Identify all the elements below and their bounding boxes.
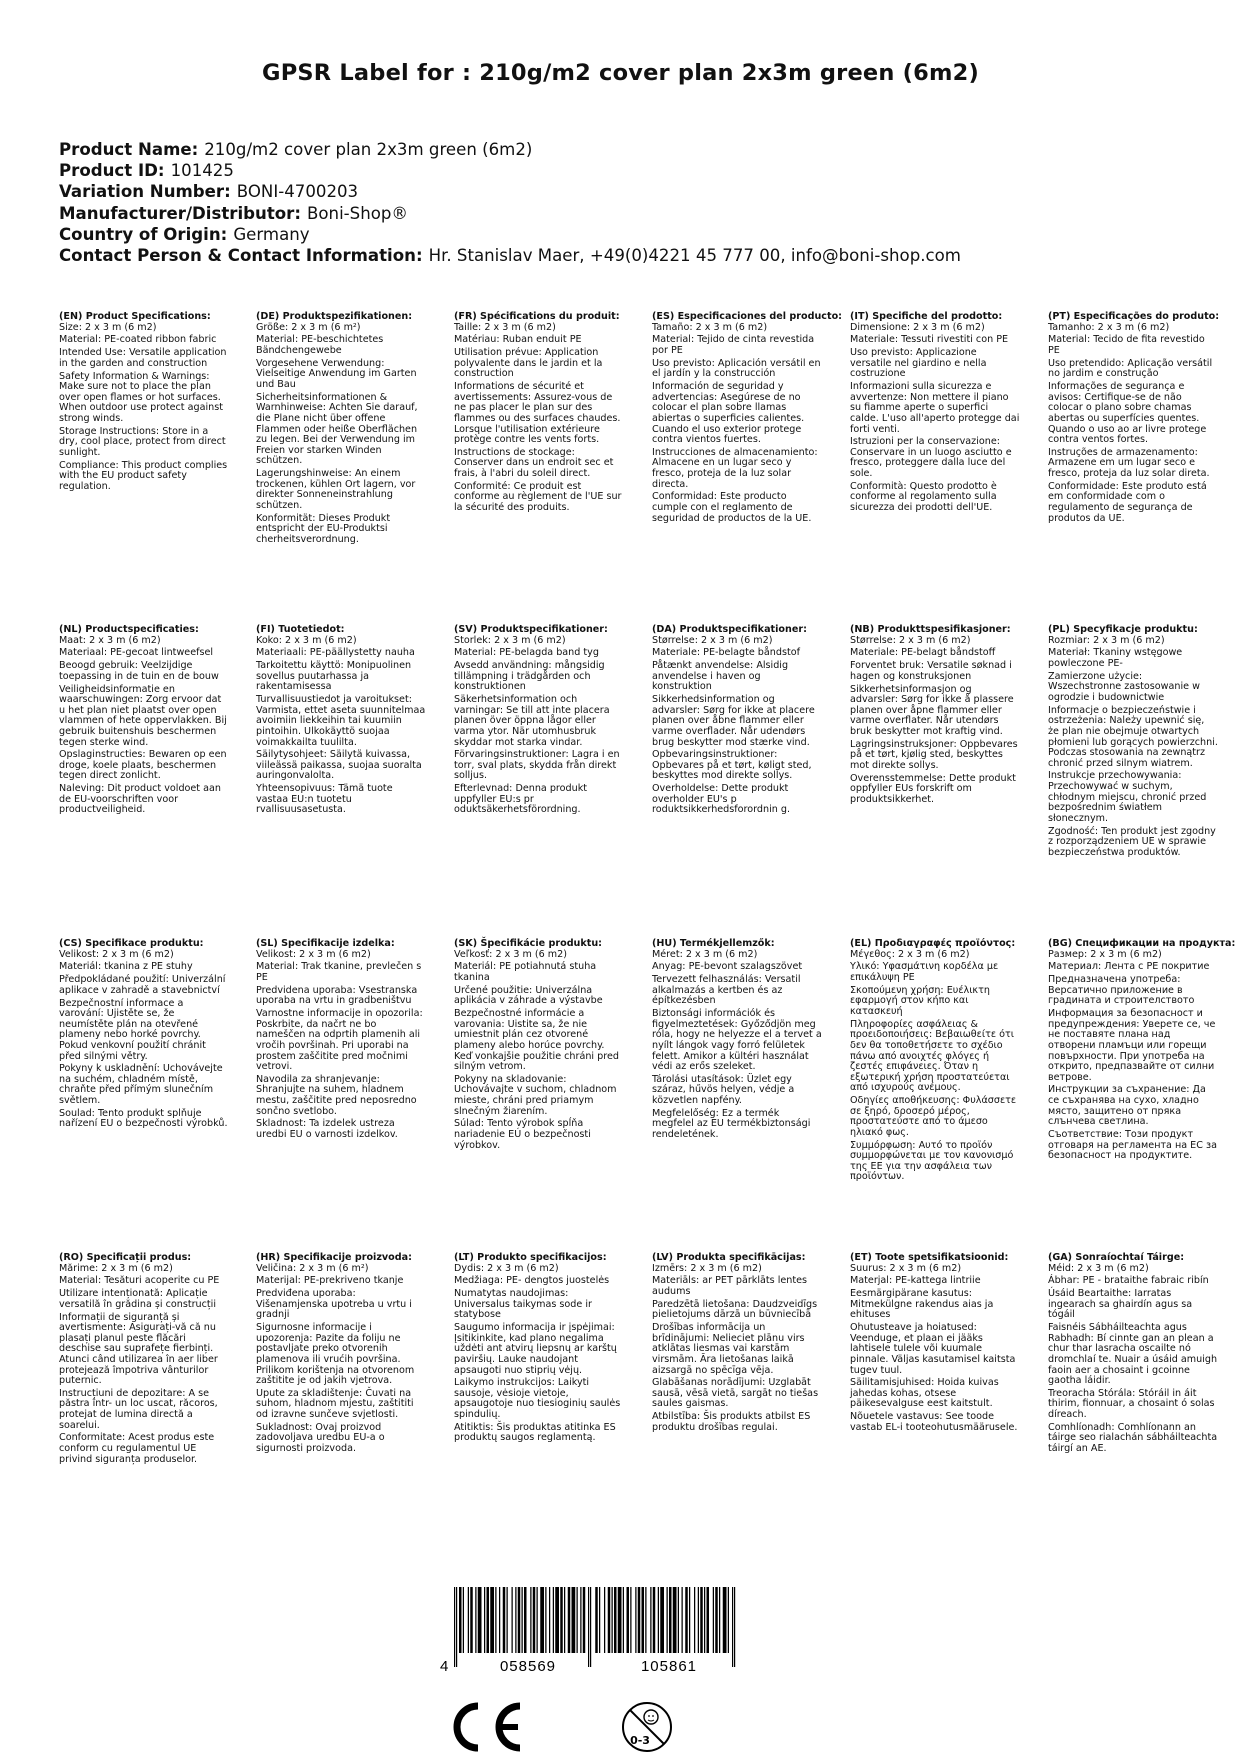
spec-line: Zamierzone użycie: Wszechstronne zastosowanie w ogrodzie i budownictwie xyxy=(1048,670,1200,703)
spec-line: Material: Tecido de fita revestido PE xyxy=(1048,334,1205,356)
barcode-bar xyxy=(553,1587,554,1653)
spec-line: Úsáid Beartaithe: Iarratas ingearach sa ghairdín agus sa tógáil xyxy=(1048,1288,1193,1321)
spec-cell xyxy=(652,939,822,1143)
spec-line: Instrukcje przechowywania: Przechowywać w suchym, chłodnym miejscu, chronić przed bezpośrednim światłem słonecznym. xyxy=(1048,770,1207,824)
barcode-bar xyxy=(704,1587,705,1653)
spec-line: Säkerhetsinformation och varningar: Se till att inte placera planen över öppna lågor eller varma ytor. När utomhusbruk skyddar mot starka vindar. xyxy=(454,694,610,748)
spec-line: Medžiaga: PE- dengtos juostelės xyxy=(454,1275,610,1287)
spec-line: Glabāšanas norādījumi: Uzglabāt sausā, vēsā vietā, sargāt no tiešas saules gaismas. xyxy=(652,1377,819,1410)
spec-line: Biztonsági információk és figyelmeztetések: Győződjön meg róla, hogy ne helyezze el a tervet a nyílt lángok vagy forró felületek felett. Amikor a kültéri használat védi az erős szeleket. xyxy=(652,1008,822,1073)
spec-heading: (CS) Specifikace produktu: xyxy=(59,938,204,949)
barcode-bar xyxy=(468,1587,469,1653)
spec-line: Soulad: Tento produkt splňuje nařízení EU o bezpečnosti výrobků. xyxy=(59,1107,228,1130)
spec-line: Overensstemmelse: Dette produkt oppfyller EUs forskrift om produktsikkerhet. xyxy=(850,772,1016,805)
spec-line: Safety Information & Warnings: Make sure not to place the plan over open flames or hot surfaces. When outdoor use protect against strong winds. xyxy=(59,370,223,424)
spec-line: Μέγεθος: 2 x 3 m (6 m2) xyxy=(850,948,970,960)
spec-line: Storage Instructions: Store in a dry, cool place, protect from direct sunlight. xyxy=(59,425,226,458)
barcode-bar xyxy=(653,1587,656,1653)
barcode-guard-bar xyxy=(734,1587,735,1667)
barcode-bar xyxy=(604,1587,605,1653)
info-contact: Contact Person & Contact Information: Hr. Stanislav Maer, +49(0)4221 45 777 00, info@boni-shop.com xyxy=(59,246,961,266)
barcode-bar xyxy=(515,1587,516,1653)
barcode-bar xyxy=(669,1587,672,1653)
spec-line: Información de seguridad y advertencias: Asegúrese de no colocar el plan sobre llamas abiertas o superficies calientes. Cuando el uso exterior protege contra vientos fuertes. xyxy=(652,381,805,446)
barcode-bar xyxy=(530,1587,531,1653)
spec-line: Istruzioni per la conservazione: Conservare in un luogo asciutto e fresco, proteggere dalla luce del sole. xyxy=(850,436,1012,480)
spec-line: Konformität: Dieses Produkt entspricht der EU-Produktsi cherheitsverordnung. xyxy=(256,512,391,545)
barcode-bar xyxy=(694,1587,695,1653)
barcode-bar xyxy=(487,1587,490,1653)
barcode-bar xyxy=(577,1587,578,1653)
barcode-digits-left: 058569 xyxy=(499,1658,557,1675)
page-title: GPSR Label for : 210g/m2 cover plan 2x3m green (6m2) xyxy=(262,60,979,86)
spec-heading: (DA) Produktspecifikationer: xyxy=(652,624,807,635)
spec-heading: (ET) Toote spetsifikatsioonid: xyxy=(850,1252,1009,1263)
spec-line: Säilitamisjuhised: Hoida kuivas jahedas kohas, otsese päikesevalguse eest kaitstult. xyxy=(850,1377,999,1410)
barcode-bar xyxy=(698,1587,699,1653)
spec-line: Paredzētā lietošana: Daudzveidīgs pielietojums dārzā un būvniecībā xyxy=(652,1298,818,1321)
spec-heading: (SV) Produktspecifikationer: xyxy=(454,624,608,635)
barcode-bar xyxy=(470,1587,473,1653)
spec-line: Materiál: tkanina z PE stuhy xyxy=(59,961,193,973)
barcode-bar xyxy=(599,1587,600,1653)
barcode-guard-bar xyxy=(456,1587,457,1667)
barcode-guard-bar xyxy=(590,1587,591,1667)
spec-cell xyxy=(454,312,624,516)
spec-cell xyxy=(850,625,1020,808)
spec-line: Materiale: PE-belagt båndstoff xyxy=(850,647,996,659)
no-children-0-3-icon xyxy=(623,1703,671,1751)
info-product-id: Product ID: 101425 xyxy=(59,161,234,181)
spec-line: Instrucțiuni de depozitare: A se păstra într- un loc uscat, răcoros, protejat de lumina directă a soarelui. xyxy=(59,1387,218,1431)
spec-line: Overholdelse: Dette produkt overholder EU's p roduktsikkerhedsforordnin g. xyxy=(652,783,791,816)
age-range-label: 0-3 xyxy=(630,1734,650,1747)
barcode-digits-right: 105861 xyxy=(640,1658,698,1675)
barcode-bar xyxy=(682,1587,683,1653)
spec-line: Tarkoitettu käyttö: Monipuolinen sovellus puutarhassa ja rakentamisessa xyxy=(256,660,412,693)
barcode-bar xyxy=(555,1587,559,1653)
spec-line: Bezpečnostné informácie a varovania: Uistite sa, že nie umiestnit plán cez otvorené plameny alebo horúce povrchy. Keď vonkajšie použitie chráni pred silným vetrom. xyxy=(454,1008,619,1073)
spec-line: Materiale: PE-belagte båndstof xyxy=(652,647,800,659)
barcode-bar xyxy=(512,1587,513,1653)
barcode-bar xyxy=(700,1587,703,1653)
barcode-bar xyxy=(595,1587,598,1653)
spec-heading: (DE) Produktspezifikationen: xyxy=(256,311,413,322)
spec-line: Σκοπούμενη χρήση: Ευέλικτη εφαρμογή στον κήπο και κατασκευή xyxy=(850,984,990,1017)
spec-line: Lagerungshinweise: An einem trockenen, kühlen Ort lagern, vor direkter Sonneneinstrahlung schützen. xyxy=(256,468,416,511)
spec-line: Saugumo informacija ir įspėjimai: Įsitikinkite, kad plano negalima uždėti ant atvirų liepsnų ar karštų paviršių. Lauke naudojant apsaugoti nuo stiprių vėjų. xyxy=(454,1322,617,1376)
spec-line: Uso previsto: Aplicación versátil en el jardín y la construcción xyxy=(652,357,821,380)
spec-heading: (HR) Specifikacije proizvoda: xyxy=(256,1252,412,1263)
barcode-bar xyxy=(484,1587,485,1653)
spec-line: Instructions de stockage: Conserver dans un endroit sec et frais, à l'abri du soleil direct. xyxy=(454,446,614,480)
spec-line: Vorgesehene Verwendung: Vielseitige Anwendung im Garten und Bau xyxy=(256,357,417,390)
spec-line: Nõuetele vastavus: See toode vastab EL-i tooteohutusmäärusele. xyxy=(850,1411,1018,1433)
spec-line: Opslaginstructies: Bewaren op een droge, koele plaats, beschermen tegen direct zonlicht. xyxy=(59,749,227,782)
spec-line: Συμμόρφωση: Αυτό το προϊόν συμμορφώνεται με τον κανονισμό της ΕΕ για την ασφάλεια των προϊόντων. xyxy=(850,1139,1014,1183)
spec-line: Pokyny k uskladnění: Uchovávejte na suchém, chladném místě, chraňte před přímým slunečním světlem. xyxy=(59,1063,223,1107)
spec-heading: (NL) Productspecificaties: xyxy=(59,624,199,635)
spec-line: Οδηγίες αποθήκευσης: Φυλάσσετε σε ξηρό, δροσερό μέρος, προστατεύστε από το άμεσο ηλιακό φως. xyxy=(850,1095,1017,1138)
barcode-bar xyxy=(572,1587,576,1653)
spec-line: Предназначена употреба: Версатично приложение в градината и строителството xyxy=(1048,974,1195,1007)
barcode-bar xyxy=(667,1587,668,1653)
spec-line: Utilizare intenționată: Aplicație versatilă în grădina și construcții xyxy=(59,1288,216,1310)
barcode-bar xyxy=(490,1587,494,1653)
spec-heading: (NB) Produkttspesifikasjoner: xyxy=(850,624,1011,635)
spec-line: Anyag: PE-bevont szalagszövet xyxy=(652,961,803,973)
barcode-bar xyxy=(478,1587,482,1653)
spec-line: Yhteensopivuus: Tämä tuote vastaa EU:n tuotetu rvallisuusasetusta. xyxy=(256,783,393,816)
spec-cell xyxy=(454,625,624,818)
spec-cell xyxy=(59,1253,229,1467)
barcode-guard-bar xyxy=(732,1587,733,1667)
spec-line: Lagringsinstruksjoner: Oppbevares på et tørt, kjølig sted, beskyttes mot direkte sollys. xyxy=(850,738,1018,771)
spec-heading: (RO) Specificații produs: xyxy=(59,1252,192,1263)
spec-line: Uso previsto: Applicazione versatile nel giardino e nella costruzione xyxy=(850,347,987,380)
barcode-bar xyxy=(645,1587,646,1653)
spec-line: Predvidena uporaba: Vsestranska uporaba na vrtu in gradbeništvu xyxy=(256,984,418,1007)
spec-line: Uso pretendido: Aplicação versátil no jardim e construção xyxy=(1048,357,1213,380)
spec-cell xyxy=(652,311,843,526)
barcode-bar xyxy=(673,1587,677,1653)
barcode-bar xyxy=(540,1587,544,1653)
spec-heading: (SK) Špecifikácie produktu: xyxy=(454,938,603,949)
barcode-bar xyxy=(713,1587,714,1653)
spec-line: Инструкции за съхранение: Да се съхранява на сухо, хладно място, защитено от пряка слънчева светлина. xyxy=(1048,1084,1206,1128)
barcode-bar xyxy=(612,1587,613,1653)
barcode-bar xyxy=(689,1587,690,1653)
info-product-name: Product Name: 210g/m2 cover plan 2x3m green (6m2) xyxy=(59,140,533,159)
spec-line: Materijal: PE-prekriveno tkanje xyxy=(256,1275,404,1287)
barcode-bar xyxy=(507,1587,508,1653)
spec-cell xyxy=(652,625,822,818)
spec-line: Informazioni sulla sicurezza e avvertenze: Non mettere il piano su fiamme aperte o superfici calde. L'uso all'aperto protegge dai forti venti. xyxy=(850,381,1020,435)
barcode-bar xyxy=(564,1587,565,1653)
spec-line: Avsedd användning: mångsidig tillämpning i trädgården och konstruktionen xyxy=(454,660,605,693)
barcode-bar xyxy=(608,1587,611,1653)
barcode-bar xyxy=(719,1587,720,1653)
spec-line: Materiaal: PE-gecoat lintweefsel xyxy=(59,647,214,659)
spec-line: Информация за безопасност и предупреждения: Уверете се, че не поставяте плана над отворени пламъци или горещи повърхности. При употреба на открито, предпазвайте от силни ветрове. xyxy=(1048,1008,1216,1083)
barcode-bar xyxy=(533,1587,536,1653)
spec-line: Materiāls: ar PET pārklāts lentes audums xyxy=(652,1275,808,1297)
spec-cell xyxy=(1048,1253,1218,1457)
barcode-bar xyxy=(715,1587,718,1653)
spec-line: Material: PE-belagda band tyg xyxy=(454,647,599,659)
spec-line: Tamaño: 2 x 3 m (6 m2) xyxy=(652,321,768,333)
spec-line: Veľkosť: 2 x 3 m (6 m2) xyxy=(454,948,567,960)
spec-line: Naleving: Dit product voldoet aan de EU-voorschriften voor productveiligheid. xyxy=(59,783,221,816)
spec-line: Materjal: PE-kattega lintriie xyxy=(850,1275,981,1287)
spec-line: Laikymo instrukcijos: Laikyti sausoje, vėsioje vietoje, apsaugotoje nuo tiesioginių saulės spindulių. xyxy=(454,1377,621,1421)
barcode-bar xyxy=(728,1587,729,1653)
spec-line: Comhlíonadh: Comhlíonann an táirge seo rialachán sábháilteachta táirgí an AE. xyxy=(1048,1421,1218,1455)
barcode-bar xyxy=(549,1587,550,1653)
spec-line: Atbilstība: Šis produkts atbilst ES produktu drošības regulai. xyxy=(652,1411,811,1433)
spec-line: Bezpečnostní informace a varování: Ujistěte se, že neumístěte plán na otevřené plameny nebo horké povrchy. Pokud venkovní použití chránit před silnými větry. xyxy=(59,997,206,1062)
spec-heading: (IT) Specifiche del prodotto: xyxy=(850,311,1003,322)
spec-cell xyxy=(59,312,229,495)
spec-cell xyxy=(256,625,426,818)
spec-line: Pokyny na skladovanie: Uchovávajte v suchom, chladnom mieste, chráni pred priamym slnečným žiarením. xyxy=(454,1073,617,1117)
spec-cell xyxy=(256,1253,426,1457)
spec-line: Veličina: 2 x 3 m (6 m²) xyxy=(256,1262,369,1274)
barcode-bar xyxy=(580,1587,581,1653)
spec-cell xyxy=(256,939,426,1143)
spec-line: Megfelelőség: Ez a termék megfelel az EU termékbiztonsági rendeletének. xyxy=(652,1107,811,1141)
spec-line: Matériau: Ruban enduit PE xyxy=(454,334,582,346)
spec-line: Rozmiar: 2 x 3 m (6 m2) xyxy=(1048,634,1165,646)
spec-line: Predviđena uporaba: Višenamjenska upotreba u vrtu i gradnji xyxy=(256,1288,412,1321)
spec-line: Navodila za shranjevanje: Shranjujte na suhem, hladnem mestu, zaščitite pred neposredno sončno svetlobo. xyxy=(256,1073,417,1117)
spec-heading: (SL) Specifikacije izdelka: xyxy=(256,938,395,949)
compliance-marks xyxy=(450,1700,700,1754)
spec-heading: (GA) Sonraíochtaí Táirge: xyxy=(1048,1252,1185,1263)
spec-line: Size: 2 x 3 m (6 m2) xyxy=(59,321,157,333)
barcode-bar xyxy=(503,1587,506,1653)
spec-line: Instruções de armazenamento: Armazene em um lugar seco e fresco, proteja da luz solar direta. xyxy=(1048,446,1210,480)
barcode-bars xyxy=(454,1587,735,1667)
spec-cell xyxy=(454,1253,624,1446)
spec-line: Υλικό: Υφασμάτινη κορδέλα με επικάλυψη PE xyxy=(850,961,999,983)
spec-line: Atitiktis: Šis produktas atitinka ES produktų saugos reglamentą. xyxy=(454,1421,616,1444)
spec-line: Størrelse: 2 x 3 m (6 m2) xyxy=(850,634,971,646)
spec-line: Veiligheidsinformatie en waarschuwingen: Zorg ervoor dat u het plan niet plaatst over open vlammen of hete oppervlakken. Bij gebruik buitenshuis beschermen tegen sterke wind. xyxy=(59,683,227,748)
barcode-guard-bar xyxy=(588,1587,589,1667)
spec-line: Съответствие: Този продукт отговаря на регламента на ЕС за безопасност на продуктите. xyxy=(1048,1129,1217,1162)
spec-line: Tárolási utasítások: Üzlet egy száraz, hűvös helyen, védje a közvetlen napfény. xyxy=(652,1073,795,1107)
spec-line: Säilytysohjeet: Säilytä kuivassa, viileässä paikassa, suojaa suoralta auringonvalolta. xyxy=(256,749,422,782)
spec-cell xyxy=(652,1253,822,1436)
spec-heading: (LT) Produkto specifikacijos: xyxy=(454,1252,607,1263)
spec-line: Treoracha Stórála: Stóráil in áit thirim, fionnuar, a chosaint ó solas díreach. xyxy=(1048,1387,1215,1421)
barcode-bar xyxy=(545,1587,546,1653)
product-info xyxy=(59,139,961,266)
barcode-bar xyxy=(638,1587,641,1653)
spec-line: Suurus: 2 x 3 m (6 m2) xyxy=(850,1262,962,1274)
spec-line: Material: Trak tkanine, prevlečen s PE xyxy=(256,961,422,983)
spec-line: Ohutusteave ja hoiatused: Veenduge, et plaan ei jääks lahtisele tulele või kuumale pinnale. Väljas kasutamisel kaitsta tugev tuul. xyxy=(850,1322,1016,1376)
spec-heading: (EL) Προδιαγραφές προϊόντος: xyxy=(850,938,1016,949)
spec-line: Súlad: Tento výrobok spĺňa nariadenie EÚ o bezpečnosti výrobkov. xyxy=(454,1118,591,1151)
spec-cell xyxy=(59,939,229,1132)
spec-cell xyxy=(850,1253,1020,1436)
spec-line: Materiał: Tkaniny wstęgowe powleczone PE- xyxy=(1048,647,1183,669)
barcode-digit-prefix: 4 xyxy=(440,1658,449,1675)
spec-line: Taille: 2 x 3 m (6 m2) xyxy=(454,321,556,333)
spec-line: Material: Tejido de cinta revestida por PE xyxy=(652,334,815,356)
spec-cell xyxy=(1048,312,1218,526)
spec-line: Eesmärgipärane kasutus: Mitmekülgne rakendus aias ja ehituses xyxy=(850,1288,994,1321)
spec-heading: (EN) Product Specifications: xyxy=(59,311,211,322)
barcode-bar xyxy=(568,1587,571,1653)
spec-heading: (ES) Especificaciones del producto: xyxy=(652,311,843,322)
spec-line: Utilisation prévue: Application polyvalente dans le jardin et la construction xyxy=(454,347,603,380)
spec-heading: (FI) Tuotetiedot: xyxy=(256,624,345,635)
spec-line: Størrelse: 2 x 3 m (6 m2) xyxy=(652,634,773,646)
barcode-bar xyxy=(560,1587,563,1653)
info-variation-number: Variation Number: BONI-4700203 xyxy=(59,182,359,202)
barcode-bar xyxy=(623,1587,624,1653)
barcode-guard-bar xyxy=(454,1587,455,1667)
ce-mark-icon xyxy=(457,1706,520,1748)
barcode-bar xyxy=(537,1587,538,1653)
spec-line: Dydis: 2 x 3 m (6 m2) xyxy=(454,1262,559,1274)
spec-line: Skladnost: Ta izdelek ustreza uredbi EU o varnosti izdelkov. xyxy=(256,1118,398,1141)
spec-line: Méret: 2 x 3 m (6 m2) xyxy=(652,948,758,960)
spec-line: Material: Tesături acoperite cu PE xyxy=(59,1275,220,1287)
spec-line: Conformidade: Este produto está em conformidade com o regulamento de segurança de produtos da UE. xyxy=(1048,480,1207,524)
spec-cell xyxy=(256,312,426,548)
spec-line: Velikost: 2 x 3 m (6 m2) xyxy=(59,948,174,960)
spec-heading: (BG) Спецификации на продукта: xyxy=(1048,938,1236,949)
spec-cell xyxy=(1048,938,1236,1164)
barcode-bar xyxy=(459,1587,462,1653)
info-country-of-origin: Country of Origin: Germany xyxy=(59,224,310,244)
spec-line: Informacje o bezpieczeństwie i ostrzeżenia: Należy upewnić się, że plan nie obejmuje otwartych płomieni lub gorących powierzchni. Podczas stosowania na zewnątrz chronić przed silnym wiatrem. xyxy=(1048,704,1218,769)
spec-line: Informações de segurança e avisos: Certifique-se de não colocar o plano sobre chamas abertas ou superfícies quentes. Quando o uso ao ar livre protege contra ventos fortes. xyxy=(1048,381,1207,446)
spec-line: Varnostne informacije in opozorila: Poskrbite, da načrt ne bo nameščen na odprtih plamenih ali vročih površinah. Pri uporabi na prostem zaščitite pred močnimi vetrovi. xyxy=(256,1008,423,1073)
barcode-bar xyxy=(614,1587,617,1653)
spec-line: Материал: Лента с PE покритие xyxy=(1048,961,1210,973)
barcode-bar xyxy=(524,1587,527,1653)
barcode-bar xyxy=(495,1587,496,1653)
barcode-bar xyxy=(635,1587,636,1653)
spec-line: Sikkerhetsinformasjon og advarsler: Sørg for ikke å plassere planen over åpne flammer eller varme overflater. Når utendørs bruk beskytter mot kraftig vind. xyxy=(850,683,1014,737)
spec-line: Faisnéis Sábháilteachta agus Rabhadh: Bí cinnte gan an plean a chur thar lasracha oscailte nó dromchlaí te. Nuair a úsáid amuigh faoin aer a chosaint i gcoinne gaotha láidir. xyxy=(1048,1322,1218,1387)
barcode-bar xyxy=(660,1587,664,1653)
spec-line: Materiale: Tessuti rivestiti con PE xyxy=(850,334,1009,346)
spec-cell xyxy=(850,312,1020,516)
spec-line: Zgodność: Ten produkt jest zgodny z rozporządzeniem UE w sprawie bezpieczeństwa produktów. xyxy=(1048,825,1216,858)
spec-line: Efterlevnad: Denna produkt uppfyller EU:s pr oduktsäkerhetsförordning. xyxy=(454,783,588,816)
spec-line: Materiál: PE potiahnutá stuha tkanina xyxy=(454,961,597,983)
spec-heading: (PL) Specyfikacje produktu: xyxy=(1048,624,1198,635)
spec-line: Určené použitie: Univerzálna aplikácia v záhrade a výstavbe xyxy=(454,984,603,1007)
spec-line: Förvaringsinstruktioner: Lagra i en torr, sval plats, skydda från direkt solljus. xyxy=(454,749,620,782)
barcode-bar xyxy=(618,1587,622,1653)
spec-line: Upute za skladištenje: Čuvati na suhom, hladnom mjestu, zaštititi od izravne sunčeve svjetlosti. xyxy=(256,1387,414,1421)
spec-cell xyxy=(1048,625,1218,861)
barcode-bar xyxy=(627,1587,630,1653)
barcode-bar xyxy=(707,1587,710,1653)
spec-line: Conformité: Ce produit est conforme au règlement de l'UE sur la sécurité des produits. xyxy=(454,480,622,514)
spec-line: Opbevaringsinstruktioner: Opbevares på et tørt, køligt sted, beskyttes mod direkte sollys. xyxy=(652,749,812,782)
barcode-bar xyxy=(583,1587,586,1653)
spec-line: Turvallisuustiedot ja varoitukset: Varmista, ettet aseta suunnitelmaa avoimiin liekkeihin tai kuumiin pintoihin. Ulkokäyttö suojaa voimakkailta tuulilta. xyxy=(256,694,426,748)
spec-line: Conformità: Questo prodotto è conforme al regolamento sulla sicurezza dei prodotti dell'UE. xyxy=(850,480,997,514)
spec-line: Dimensione: 2 x 3 m (6 m2) xyxy=(850,321,985,333)
barcode-bar xyxy=(499,1587,500,1653)
spec-line: Material: PE-coated ribbon fabric xyxy=(59,334,217,346)
barcode-bar xyxy=(518,1587,521,1653)
spec-line: Storlek: 2 x 3 m (6 m2) xyxy=(454,634,566,646)
spec-cell xyxy=(850,939,1020,1185)
barcode-bar xyxy=(630,1587,631,1653)
spec-line: Πληροφορίες ασφάλειας & προειδοποιήσεις: Βεβαιωθείτε ότι δεν θα τοποθετήσετε το σχέδιο πάνω από ανοιχτές φλόγες ή ζεστές επιφάνειες. Όταν η εξωτερική χρήση προστατεύεται από ισχυρούς ανέμους. xyxy=(850,1018,1015,1094)
spec-line: Beoogd gebruik: Veelzijdige toepassing in de tuin en de bouw xyxy=(59,660,219,682)
spec-line: Größe: 2 x 3 m (6 m²) xyxy=(256,321,361,333)
barcode-bar xyxy=(685,1587,688,1653)
spec-line: Izmērs: 2 x 3 m (6 m2) xyxy=(652,1262,762,1274)
spec-line: Materiaali: PE-päällystetty nauha xyxy=(256,647,415,659)
spec-line: Compliance: This product complies with the EU product safety regulation. xyxy=(59,459,228,492)
spec-line: Maat: 2 x 3 m (6 m2) xyxy=(59,634,161,646)
spec-line: Sukladnost: Ovaj proizvod zadovoljava uredbu EU-a o sigurnosti proizvoda. xyxy=(256,1421,385,1455)
spec-line: Conformitate: Acest produs este conform cu regulamentul UE privind siguranța produselor. xyxy=(59,1432,215,1465)
info-manufacturer: Manufacturer/Distributor: Boni-Shop® xyxy=(59,203,408,223)
barcode-bar xyxy=(475,1587,476,1653)
barcode-bar xyxy=(723,1587,727,1653)
spec-line: Conformidad: Este producto cumple con el reglamento de seguridad de productos de la UE. xyxy=(652,491,812,524)
spec-cell xyxy=(59,625,229,818)
barcode-bar xyxy=(678,1587,679,1653)
spec-line: Numatytas naudojimas: Universalus taikymas sode ir statybose xyxy=(454,1288,592,1321)
spec-line: Sicherheitsinformationen & Warnhinweise: Achten Sie darauf, die Plane nicht über offene Flammen oder heiße Oberflächen zu legen. Bei der Verwendung im Freien vor starken Winden schützen. xyxy=(256,391,418,467)
spec-heading: (PT) Especificações do produto: xyxy=(1048,311,1220,322)
barcode-bar xyxy=(522,1587,523,1653)
spec-line: Tamanho: 2 x 3 m (6 m2) xyxy=(1048,321,1170,333)
spec-line: Sigurnosne informacije i upozorenja: Pazite da foliju ne postavljate preko otvorenih plamenova ili vrućih površina. Prilikom korištenja na otvorenom zaštitite je od jakih vjetrova. xyxy=(256,1322,415,1387)
spec-line: Påtænkt anvendelse: Alsidig anvendelse i haven og konstruktion xyxy=(652,660,789,693)
spec-line: Instrucciones de almacenamiento: Almacene en un lugar seco y fresco, proteja de la luz solar directa. xyxy=(652,446,818,490)
barcode-bar xyxy=(463,1587,464,1653)
spec-line: Mărime: 2 x 3 m (6 m2) xyxy=(59,1262,173,1274)
spec-line: Tervezett felhasználás: Versatil alkalmazás a kertben és az építkezésben xyxy=(652,974,801,1007)
barcode xyxy=(438,1587,758,1677)
spec-line: Méid: 2 x 3 m (6 m2) xyxy=(1048,1262,1149,1274)
spec-line: Předpokládané použití: Univerzální aplikace v zahradě a stavebnictví xyxy=(59,974,226,996)
spec-line: Informations de sécurité et avertissements: Assurez-vous de ne pas placer le plan sur des flammes ou des surfaces chaudes. Lorsque l'utilisation extérieure protège contre les vents forts. xyxy=(454,381,621,446)
spec-line: Velikost: 2 x 3 m (6 m2) xyxy=(256,948,371,960)
spec-line: Sikkerhedsinformation og advarsler: Sørg for ikke at placere planen over åbne flammer eller varme overflader. Når udendørs brug beskytter mod stærke vind. xyxy=(652,694,815,748)
spec-heading: (FR) Spécifications du produit: xyxy=(454,311,620,322)
barcode-bar xyxy=(650,1587,651,1653)
barcode-bar xyxy=(658,1587,659,1653)
spec-line: Intended Use: Versatile application in the garden and construction xyxy=(59,347,227,369)
spec-cell xyxy=(454,939,624,1153)
barcode-bar xyxy=(642,1587,645,1653)
spec-line: Koko: 2 x 3 m (6 m2) xyxy=(256,634,357,646)
spec-line: Forventet bruk: Versatile søknad i hagen og konstruksjonen xyxy=(850,660,1012,682)
spec-heading: (LV) Produkta specifikācijas: xyxy=(652,1252,806,1263)
spec-line: Informații de siguranță și avertismente: Asigurați-vă că nu plasați planul peste flăcări deschise sau suprafețe fierbinți. Atunci când utilizarea în aer liber protejează împotriva vânturilor puternic. xyxy=(59,1311,218,1387)
spec-line: Размер: 2 x 3 m (6 m2) xyxy=(1048,948,1162,960)
spec-line: Ábhar: PE - brataithe fabraic ribín xyxy=(1048,1275,1209,1287)
spec-line: Drošības informācija un brīdinājumi: Nelieciet plānu virs atklātas liesmas vai karstām virsmām. Āra lietošanas laikā aizsargā no spēcīga vēja. xyxy=(652,1322,805,1376)
spec-heading: (HU) Termékjellemzők: xyxy=(652,938,775,949)
spec-line: Material: PE-beschichtetes Bändchengewebe xyxy=(256,334,384,356)
